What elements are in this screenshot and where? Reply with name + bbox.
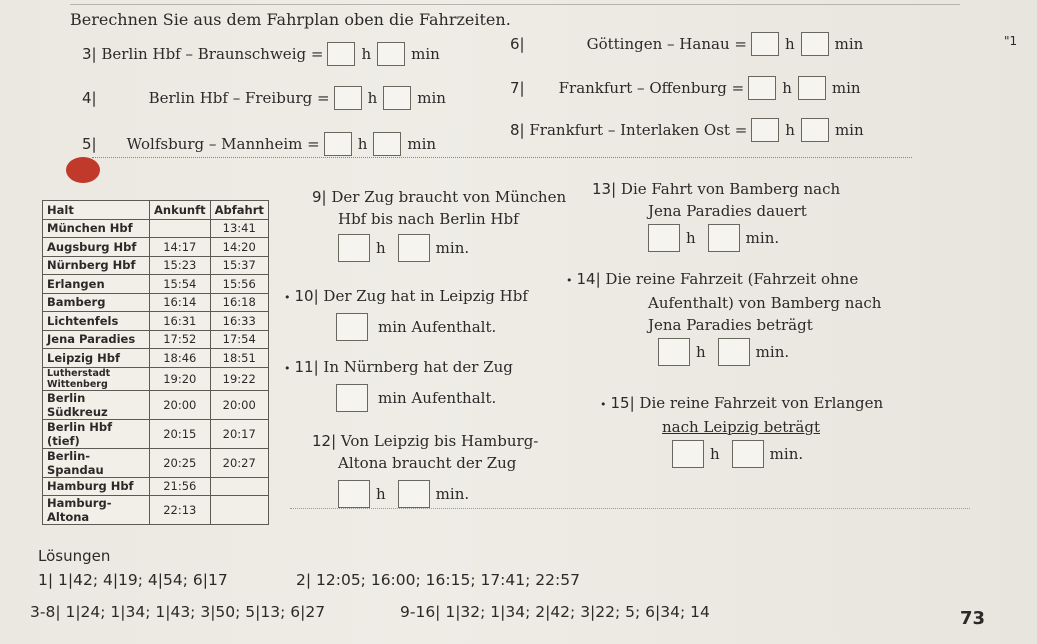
hours-answer-box[interactable] xyxy=(334,86,362,110)
arrival-time: 22:13 xyxy=(150,496,211,525)
table-row xyxy=(43,312,269,331)
unit-minutes: min. xyxy=(755,343,790,361)
bottom-divider xyxy=(290,508,970,509)
answer-line xyxy=(312,234,566,262)
arrival-time: 15:54 xyxy=(150,275,211,294)
minutes-answer-box[interactable] xyxy=(732,440,764,468)
departure-time: 20:17 xyxy=(210,419,268,448)
question-number: 14| xyxy=(576,270,601,288)
question-11 xyxy=(284,356,513,412)
question-number: 6| xyxy=(510,35,525,53)
answer-line xyxy=(600,440,883,468)
hours-answer-box[interactable] xyxy=(751,32,779,56)
hours-answer-box[interactable] xyxy=(658,338,690,366)
answer-line xyxy=(284,313,528,341)
question-text: Berlin Hbf – Braunschweig = xyxy=(101,45,324,63)
hours-answer-box[interactable] xyxy=(338,480,370,508)
unit-hours: h xyxy=(376,485,386,503)
question-number: 3| xyxy=(82,45,97,63)
answer-line xyxy=(284,384,513,412)
question-6 xyxy=(510,32,865,56)
hours-answer-box[interactable] xyxy=(338,234,370,262)
hours-answer-box[interactable] xyxy=(327,42,355,66)
unit-minutes: min. xyxy=(769,445,804,463)
arrival-time: 16:31 xyxy=(150,312,211,331)
departure-time: 13:41 xyxy=(210,219,268,238)
unit-minutes: min xyxy=(417,89,446,107)
question-number: 8| xyxy=(510,121,525,139)
question-line: Von Leipzig bis Hamburg- xyxy=(340,432,539,450)
arrival-time: 20:15 xyxy=(150,419,211,448)
departure-time: 18:51 xyxy=(210,349,268,368)
unit-minutes: min xyxy=(834,35,864,53)
question-line: Die reine Fahrzeit (Fahrzeit ohne xyxy=(605,270,859,288)
unit-hours: h xyxy=(367,89,378,107)
question-10 xyxy=(284,285,528,341)
table-row xyxy=(43,330,269,349)
star-marker: • xyxy=(566,274,573,287)
question-number: 15| xyxy=(610,394,635,412)
corner-mark: "1 xyxy=(1004,34,1018,48)
question-14 xyxy=(566,268,881,366)
question-15 xyxy=(600,392,883,468)
unit-hours: h xyxy=(696,343,706,361)
station-name: Augsburg Hbf xyxy=(43,238,150,257)
unit-hours: h xyxy=(784,35,795,53)
question-number: 9| xyxy=(312,188,327,206)
timetable-header xyxy=(43,201,269,220)
departure-time: 17:54 xyxy=(210,330,268,349)
unit-minutes: min. xyxy=(435,485,470,503)
departure-time: 16:18 xyxy=(210,293,268,312)
unit-minutes: min. xyxy=(745,229,780,247)
question-line: Altona braucht der Zug xyxy=(338,454,517,472)
station-name: Leipzig Hbf xyxy=(43,349,150,368)
minutes-answer-box[interactable] xyxy=(373,132,401,156)
exercise-heading: Berechnen Sie aus dem Fahrplan oben die Fahrzeiten. xyxy=(70,10,511,29)
station-name: Berlin Hbf (tief) xyxy=(43,419,150,448)
table-row xyxy=(43,238,269,257)
departure-time: 14:20 xyxy=(210,238,268,257)
table-row xyxy=(43,477,269,496)
table-row xyxy=(43,390,269,419)
unit-minutes: min xyxy=(831,79,861,97)
header-halt: Halt xyxy=(43,201,150,220)
station-name: Bamberg xyxy=(43,293,150,312)
table-row xyxy=(43,448,269,477)
station-name: Lutherstadt Wittenberg xyxy=(43,367,150,390)
table-row xyxy=(43,367,269,390)
question-line: Jena Paradies beträgt xyxy=(648,316,813,334)
answer-line xyxy=(592,224,840,252)
minutes-answer-box[interactable] xyxy=(801,118,829,142)
hours-answer-box[interactable] xyxy=(748,76,776,100)
arrival-time: 14:17 xyxy=(150,238,211,257)
table-row xyxy=(43,275,269,294)
top-rule xyxy=(70,4,960,5)
unit-hours: h xyxy=(357,135,368,153)
question-line: Die Fahrt von Bamberg nach xyxy=(620,180,841,198)
minutes-answer-box[interactable] xyxy=(383,86,411,110)
question-12 xyxy=(312,430,538,508)
question-5 xyxy=(82,132,438,156)
minutes-answer-box[interactable] xyxy=(718,338,750,366)
arrival-time: 20:25 xyxy=(150,448,211,477)
departure-time xyxy=(210,496,268,525)
hours-answer-box[interactable] xyxy=(324,132,352,156)
question-text: Frankfurt – Interlaken Ost = xyxy=(529,121,748,139)
solutions-line-2b: 9-16| 1|32; 1|34; 2|42; 3|22; 5; 6|34; 14 xyxy=(400,603,710,621)
unit-hours: h xyxy=(785,121,795,139)
arrival-time: 16:14 xyxy=(150,293,211,312)
question-7 xyxy=(510,76,863,100)
table-row xyxy=(43,219,269,238)
station-name: München Hbf xyxy=(43,219,150,238)
table-row xyxy=(43,256,269,275)
unit-hours: h xyxy=(361,45,372,63)
station-name: Hamburg-Altona xyxy=(43,496,150,525)
departure-time: 16:33 xyxy=(210,312,268,331)
departure-time: 20:27 xyxy=(210,448,268,477)
solutions-line-1b: 2| 12:05; 16:00; 16:15; 17:41; 22:57 xyxy=(296,571,580,589)
question-8 xyxy=(510,118,866,142)
table-row xyxy=(43,293,269,312)
hours-answer-box[interactable] xyxy=(672,440,704,468)
station-name: Erlangen xyxy=(43,275,150,294)
page-number: 73 xyxy=(960,608,986,629)
question-number: 5| xyxy=(82,135,97,153)
minutes-answer-box[interactable] xyxy=(398,234,430,262)
header-abfahrt: Abfahrt xyxy=(210,201,268,220)
question-line: Aufenthalt) von Bamberg nach xyxy=(648,294,882,312)
unit-hours: h xyxy=(782,79,792,97)
question-text: Frankfurt – Offenburg = xyxy=(558,79,745,97)
question-number: 7| xyxy=(510,79,525,97)
star-marker: • xyxy=(284,362,291,375)
station-name: Lichtenfels xyxy=(43,312,150,331)
question-number: 11| xyxy=(294,358,319,376)
unit-hours: h xyxy=(376,239,386,257)
question-line: In Nürnberg hat der Zug xyxy=(323,358,513,376)
unit-minutes: min xyxy=(407,135,437,153)
solutions-label: Lösungen xyxy=(38,547,111,565)
table-row xyxy=(43,496,269,525)
question-number: 4| xyxy=(82,89,97,107)
arrival-time xyxy=(150,219,211,238)
minutes-answer-box[interactable] xyxy=(336,313,368,341)
section-divider xyxy=(92,157,912,158)
question-number: 13| xyxy=(592,180,617,198)
station-name: Nürnberg Hbf xyxy=(43,256,150,275)
question-9 xyxy=(312,186,566,262)
arrival-time: 21:56 xyxy=(150,477,211,496)
unit-minutes: min xyxy=(411,45,440,63)
answer-line xyxy=(566,338,881,366)
station-name: Berlin-Spandau xyxy=(43,448,150,477)
minutes-answer-box[interactable] xyxy=(336,384,368,412)
departure-time: 15:56 xyxy=(210,275,268,294)
minutes-answer-box[interactable] xyxy=(377,42,405,66)
header-ankunft: Ankunft xyxy=(150,201,211,220)
unit-minutes: min xyxy=(834,121,864,139)
minutes-answer-box[interactable] xyxy=(398,480,430,508)
question-line: Der Zug hat in Leipzig Hbf xyxy=(323,287,528,305)
question-text: Wolfsburg – Mannheim = xyxy=(126,135,320,153)
star-marker: • xyxy=(600,398,607,411)
question-4 xyxy=(82,86,448,110)
hours-answer-box[interactable] xyxy=(751,118,779,142)
question-13 xyxy=(592,178,840,252)
departure-time: 20:00 xyxy=(210,390,268,419)
star-marker: • xyxy=(284,291,291,304)
question-line: Jena Paradies dauert xyxy=(648,202,807,220)
question-line: nach Leipzig beträgt xyxy=(662,418,820,436)
minutes-answer-box[interactable] xyxy=(801,32,829,56)
question-number: 10| xyxy=(294,287,319,305)
station-name: Berlin Südkreuz xyxy=(43,390,150,419)
question-line: min Aufenthalt. xyxy=(378,389,497,407)
arrival-time: 15:23 xyxy=(150,256,211,275)
solutions-line-1a: 1| 1|42; 4|19; 4|54; 6|17 xyxy=(38,571,228,589)
station-name: Jena Paradies xyxy=(43,330,150,349)
arrival-time: 18:46 xyxy=(150,349,211,368)
question-number: 12| xyxy=(312,432,337,450)
unit-hours: h xyxy=(710,445,720,463)
question-3 xyxy=(82,42,442,66)
solutions-line-2a: 3-8| 1|24; 1|34; 1|43; 3|50; 5|13; 6|27 xyxy=(30,603,326,621)
question-line: Die reine Fahrzeit von Erlangen xyxy=(639,394,884,412)
unit-minutes: min. xyxy=(435,239,470,257)
question-text: Göttingen – Hanau = xyxy=(586,35,747,53)
question-text: Berlin Hbf – Freiburg = xyxy=(148,89,330,107)
minutes-answer-box[interactable] xyxy=(798,76,826,100)
minutes-answer-box[interactable] xyxy=(708,224,740,252)
departure-time: 19:22 xyxy=(210,367,268,390)
question-line: Der Zug braucht von München xyxy=(331,188,567,206)
question-line: Hbf bis nach Berlin Hbf xyxy=(338,210,519,228)
table-row xyxy=(43,349,269,368)
arrival-time: 17:52 xyxy=(150,330,211,349)
arrival-time: 20:00 xyxy=(150,390,211,419)
arrival-time: 19:20 xyxy=(150,367,211,390)
station-name: Hamburg Hbf xyxy=(43,477,150,496)
red-marker-dot xyxy=(66,157,100,183)
question-line: min Aufenthalt. xyxy=(378,318,497,336)
table-row xyxy=(43,419,269,448)
departure-time xyxy=(210,477,268,496)
answer-line xyxy=(312,480,538,508)
hours-answer-box[interactable] xyxy=(648,224,680,252)
unit-hours: h xyxy=(686,229,696,247)
departure-time: 15:37 xyxy=(210,256,268,275)
timetable xyxy=(42,200,269,525)
